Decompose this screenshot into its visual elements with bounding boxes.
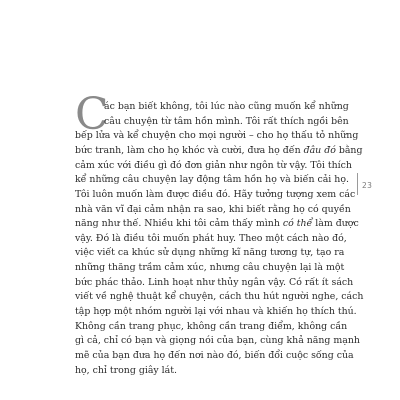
page-number-rule xyxy=(357,173,358,195)
text-segment: tập hợp một nhóm người lại với nhau và khiến họ thích thú. xyxy=(75,305,357,317)
text-line xyxy=(75,129,359,144)
text-line xyxy=(75,203,351,218)
text-segment: viết về nghệ thuật kể chuyện, cách thu hút người nghe, cách xyxy=(75,291,364,303)
text-line xyxy=(75,217,359,232)
text-segment: bức phác thảo. Linh hoạt như thủy ngân vậy. Có rất ít sách xyxy=(75,276,354,288)
text-segment: mẽ của bạn đưa họ đến nơi nào đó, biến đổi cuộc sống của xyxy=(75,349,354,361)
text-line xyxy=(75,246,345,261)
text-segment: vậy. Đó là điều tôi muốn phát huy. Theo một cách nào đó, xyxy=(75,232,347,244)
text-segment: làm được xyxy=(312,218,359,230)
emphasis-text: đâu đó xyxy=(303,144,336,156)
text-line xyxy=(75,320,348,335)
text-segment: gì cả, chỉ có bạn và giọng nói của bạn, cùng khả năng mạnh xyxy=(75,335,360,347)
body-text xyxy=(75,129,364,378)
text-segment: năng như thế. Nhiều khi tôi cảm thấy mình xyxy=(75,218,283,230)
text-segment: kể những câu chuyện lay động tâm hồn họ và biến cải họ. xyxy=(75,174,349,186)
text-line xyxy=(75,188,356,203)
text-line xyxy=(75,349,354,364)
text-segment: những thăng trầm cảm xúc, nhưng câu chuyện lại là một xyxy=(75,262,345,274)
text-segment: cảm xúc với điều gì đó đơn giản như ngôn từ vậy. Tôi thích xyxy=(75,159,352,171)
text-segment: việc viết ca khúc sử dụng những kĩ năng tương tự, tạo ra xyxy=(75,247,345,259)
text-line xyxy=(75,232,347,247)
text-line xyxy=(75,173,349,188)
text-line xyxy=(75,290,364,305)
page-number: 23 xyxy=(362,181,373,190)
text-line: câu chuyện từ tâm hồn mình. Tôi rất thích ngồi bên xyxy=(104,115,349,127)
text-line xyxy=(75,305,357,320)
text-line: ác bạn biết không, tôi lúc nào cũng muốn kể những xyxy=(104,101,349,112)
text-segment: bức tranh, làm cho họ khóc và cười, đưa họ đến xyxy=(75,144,304,156)
text-line xyxy=(75,261,345,276)
text-segment: nhà văn vĩ đại cảm nhận ra sao, khi biết rằng họ có quyền xyxy=(75,203,351,215)
text-segment: họ, chỉ trong giây lát. xyxy=(75,364,178,376)
opening-lines xyxy=(104,100,349,129)
drop-cap: C xyxy=(75,89,109,140)
text-segment: bếp lửa và kể chuyện cho mọi người – cho họ thấu tỏ những xyxy=(75,130,359,142)
text-line xyxy=(75,159,352,174)
text-segment: Tôi luôn muốn làm được điều đó. Hãy tưởng tượng xem các xyxy=(75,188,356,200)
text-line xyxy=(75,334,360,349)
text-line xyxy=(75,364,333,379)
text-line xyxy=(75,144,363,159)
text-line xyxy=(75,276,354,291)
emphasis-text: có thể xyxy=(282,218,313,230)
text-segment: bằng xyxy=(335,144,363,156)
text-segment: Không cần trang phục, không cần trang điểm, không cần xyxy=(75,320,348,332)
